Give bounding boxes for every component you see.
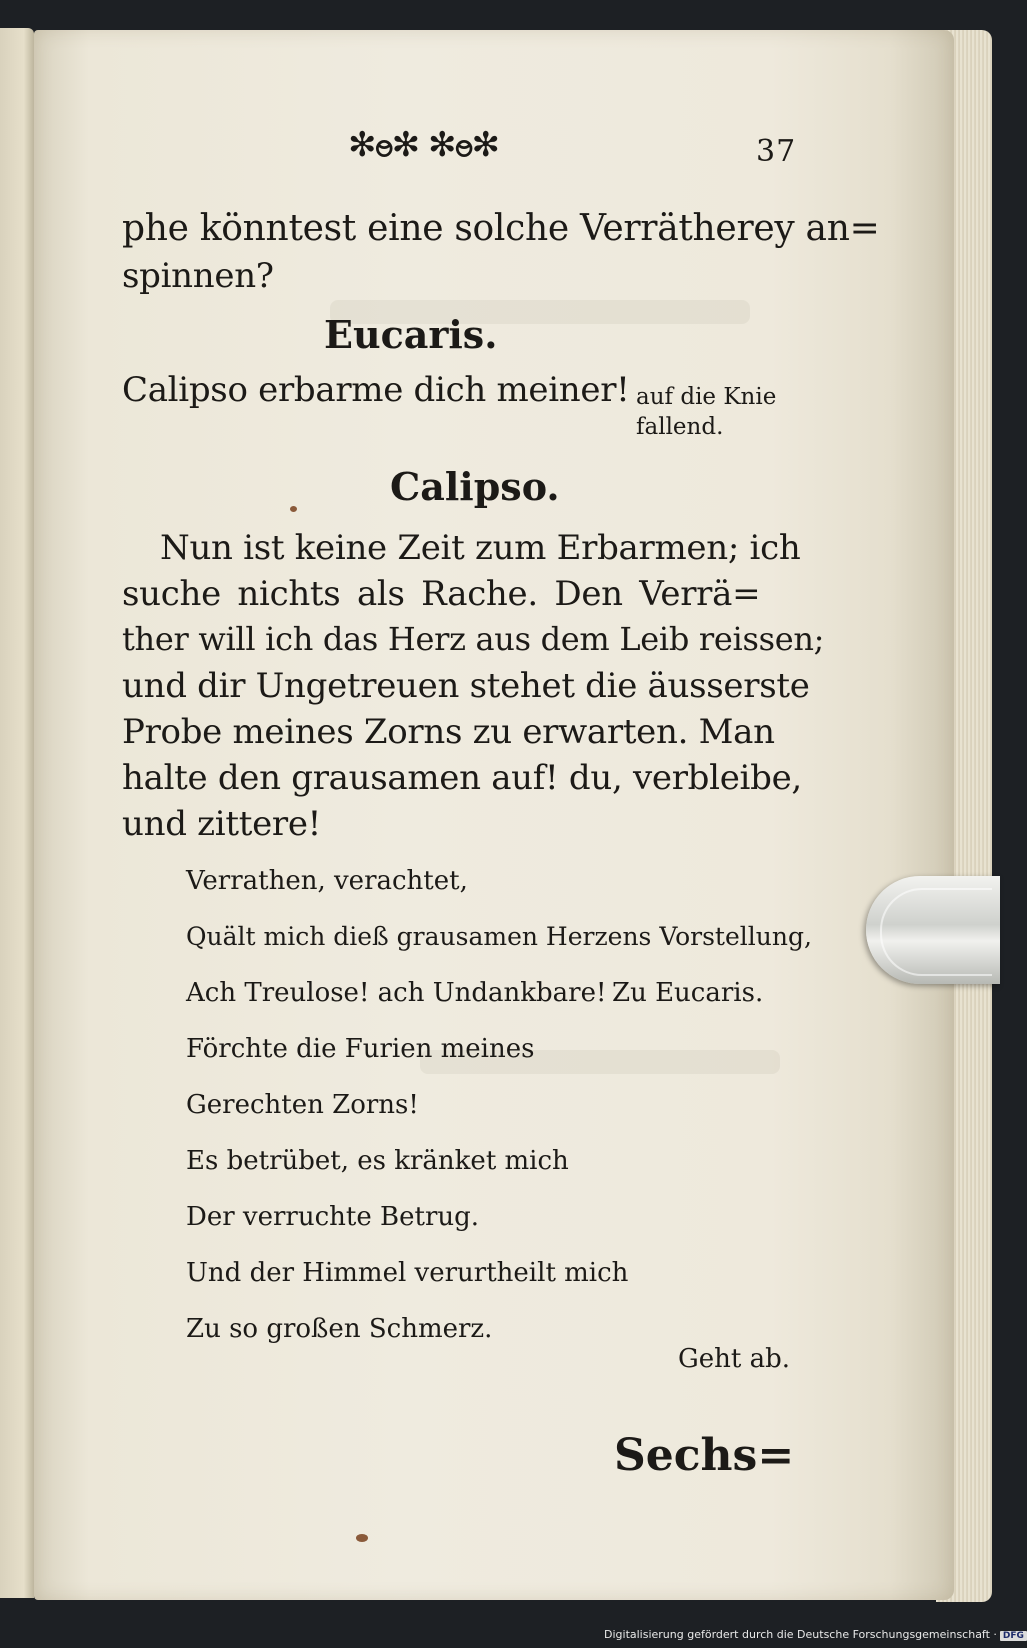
text-line: Calipso erbarme dich meiner! (122, 370, 630, 410)
verse-line: Es betrübet, es kränket mich (186, 1146, 569, 1176)
ink-mark (290, 506, 297, 512)
verse-line: Und der Himmel verurtheilt mich (186, 1258, 629, 1288)
page-number: 37 (756, 134, 797, 169)
catchword: Sechs= (614, 1430, 795, 1481)
text-line: und zittere! (122, 804, 322, 844)
text-line: und dir Ungetreuen stehet die äusserste (122, 666, 810, 706)
text-line: Probe meines Zorns zu erwarten. Man (122, 712, 775, 752)
ink-mark (356, 1534, 368, 1542)
verse-line: Quält mich dieß grausamen Herzens Vorstellung, (186, 922, 812, 951)
previous-page-edge (0, 28, 34, 1598)
speaker-name: Eucaris. (324, 312, 498, 357)
verse-line: Verrathen, verachtet, (186, 866, 468, 896)
verse-line: Zu so großen Schmerz. (186, 1314, 493, 1344)
credit-text: Digitalisierung gefördert durch die Deutsche Forschungsgemeinschaft · (604, 1628, 997, 1641)
text-line: phe könntest eine solche Verrätherey an= (122, 208, 880, 249)
stage-direction: Zu Eucaris. (612, 978, 764, 1008)
verse-line: Ach Treulose! ach Undankbare! (186, 978, 607, 1008)
verse-line: Der verruchte Betrug. (186, 1202, 480, 1232)
dfg-logo: DFG (1000, 1631, 1027, 1641)
header-ornament: ✻ႎ✻ ✻ႎ✻ (348, 125, 499, 165)
digitization-credit (604, 1628, 1027, 1641)
stage-direction: auf die Knie (636, 384, 777, 410)
stage-direction: fallend. (636, 414, 724, 440)
text-line: spinnen? (122, 256, 274, 296)
text-line: ther will ich das Herz aus dem Leib reissen; (122, 620, 825, 658)
page-clip (866, 876, 1000, 984)
text-line: Nun ist keine Zeit zum Erbarmen; ich (160, 528, 801, 568)
verse-line: Förchte die Furien meines (186, 1034, 535, 1064)
stage-direction: Geht ab. (678, 1344, 791, 1374)
text-line: suche nichts als Rache. Den Verrä= (122, 574, 761, 614)
text-line: halte den grausamen auf! du, verbleibe, (122, 758, 802, 798)
speaker-name: Calipso. (390, 464, 560, 509)
verse-line: Gerechten Zorns! (186, 1090, 419, 1120)
